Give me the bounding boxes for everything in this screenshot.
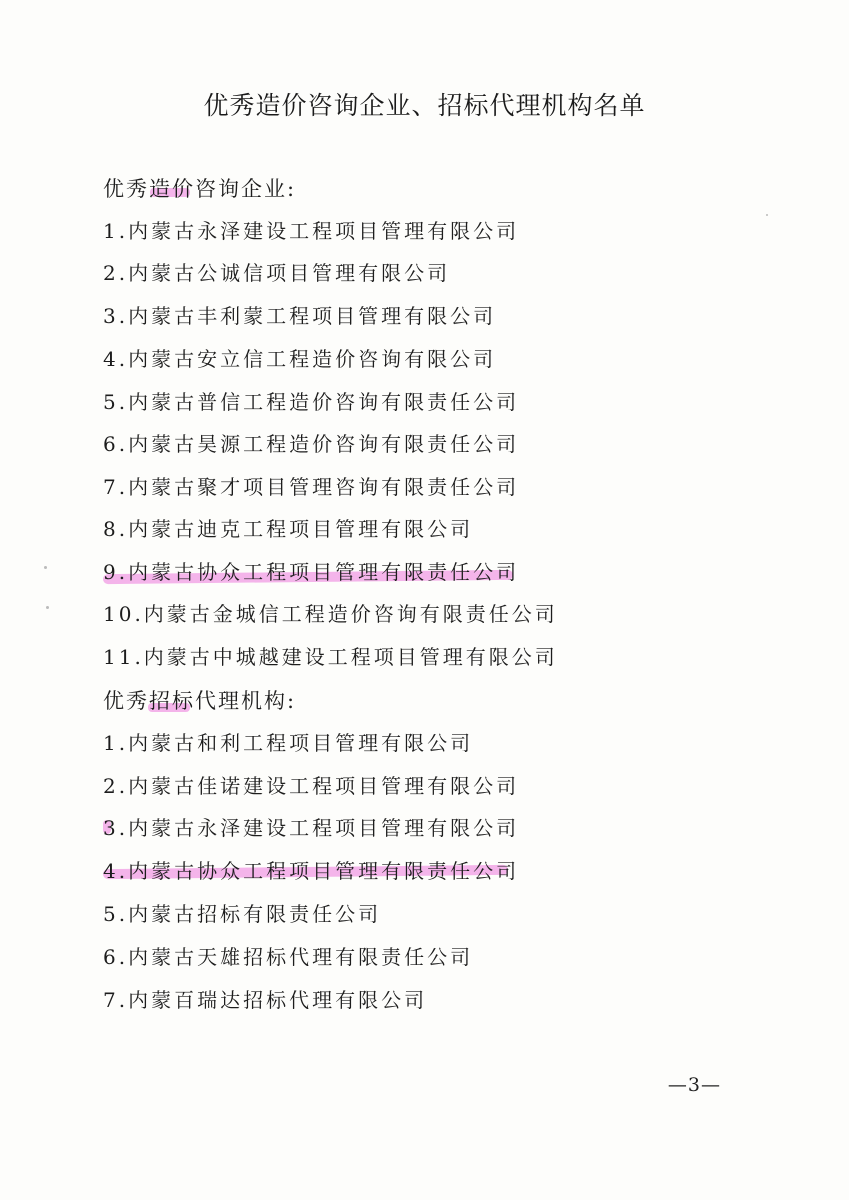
- list-item: 5.内蒙古普信工程造价咨询有限责任公司: [103, 390, 520, 414]
- list-item: 5.内蒙古招标有限责任公司: [103, 902, 382, 926]
- list-item: 7.内蒙百瑞达招标代理有限公司: [103, 988, 428, 1012]
- page-number: —3—: [667, 1074, 721, 1096]
- document-title: 优秀造价咨询企业、招标代理机构名单: [203, 91, 646, 120]
- list-item: 1.内蒙古和利工程项目管理有限公司: [103, 731, 474, 755]
- list-item: 2.内蒙古佳诺建设工程项目管理有限公司: [103, 774, 520, 798]
- scan-speck: [44, 566, 47, 569]
- list-item: 7.内蒙古聚才项目管理咨询有限责任公司: [103, 475, 520, 499]
- list-item: 3.内蒙古丰利蒙工程项目管理有限公司: [103, 304, 497, 328]
- section-heading-cost-consulting: 优秀造价咨询企业:: [103, 177, 297, 201]
- section-heading-bidding-agency: 优秀招标代理机构:: [103, 689, 297, 713]
- scan-speck: [46, 606, 49, 609]
- list-item: 8.内蒙古迪克工程项目管理有限公司: [103, 517, 474, 541]
- list-item: 10.内蒙古金城信工程造价咨询有限责任公司: [103, 602, 558, 626]
- list-item: 6.内蒙古昊源工程造价咨询有限责任公司: [103, 432, 520, 456]
- list-item: 11.内蒙古中城越建设工程项目管理有限公司: [103, 645, 558, 669]
- list-item: 3.内蒙古永泽建设工程项目管理有限公司: [103, 816, 520, 840]
- list-item: 9.内蒙古协众工程项目管理有限责任公司: [103, 560, 520, 584]
- list-item: 1.内蒙古永泽建设工程项目管理有限公司: [103, 219, 520, 243]
- list-item: 6.内蒙古天雄招标代理有限责任公司: [103, 945, 474, 969]
- list-item: 4.内蒙古协众工程项目管理有限责任公司: [103, 859, 520, 883]
- list-item: 4.内蒙古安立信工程造价咨询有限公司: [103, 347, 497, 371]
- list-item: 2.内蒙古公诚信项目管理有限公司: [103, 261, 451, 285]
- scan-speck: [766, 214, 768, 216]
